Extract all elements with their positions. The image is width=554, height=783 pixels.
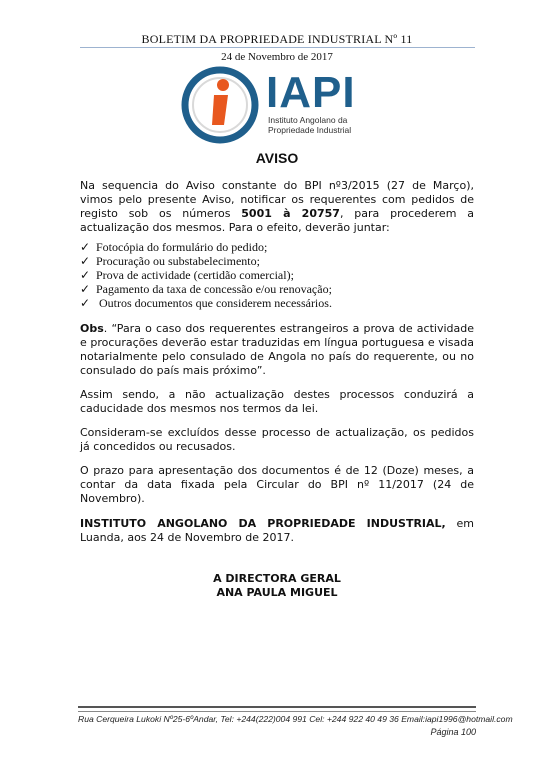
bulletin-title: BOLETIM DA PROPRIEDADE INDUSTRIAL Nº 11	[141, 32, 413, 46]
list-item-label: Prova de actividade (certidão comercial);	[96, 268, 294, 282]
obs-label: Obs	[80, 322, 104, 335]
signatory-role: A DIRECTORA GERAL	[213, 572, 341, 585]
signatory-name: ANA PAULA MIGUEL	[216, 586, 338, 599]
checkmark-icon: ✓	[80, 268, 91, 282]
footer-divider	[78, 706, 476, 712]
header-divider	[80, 47, 475, 48]
list-item-label: Fotocópia do formulário do pedido;	[96, 240, 268, 254]
registration-range: 5001 à 20757	[241, 207, 340, 220]
logo-wordmark: IAPI	[266, 68, 356, 117]
obs-text: . “Para o caso dos requerentes estrangeiros a prova de actividade e procurações deverão estar traduzidas em língua portuguesa e visada notarialmente pelo consulado de Angola no país do requerente, ou no consulado do país mais próximo”.	[80, 322, 474, 377]
logo-subtitle	[268, 115, 378, 135]
list-item	[80, 240, 474, 254]
list-item-label: Pagamento da taxa de concessão e/ou renovação;	[96, 282, 332, 296]
exclusion-paragraph: Consideram-se excluídos desse processo de actualização, os pedidos já concedidos ou recusados.	[80, 426, 474, 453]
intro-text-before: Na sequencia do Aviso constante do BPI nº3/2015 (27 de Março), vimos pelo presente Aviso, notificar os requerentes com pedidos de registo sob os números	[80, 179, 474, 220]
iapi-logo-icon	[180, 65, 260, 145]
deadline-paragraph: O prazo para apresentação dos documentos é de 12 (Doze) meses, a contar da data fixada pela Circular do BPI nº 11/2017 (24 de Novembro).	[80, 464, 474, 505]
bulletin-date: 24 de Novembro de 2017	[221, 51, 333, 63]
page-number: Página 100	[430, 727, 476, 737]
logo-subtitle-line-1: Instituto Angolano da	[268, 115, 348, 125]
footer-address: Rua Cerqueira Lukoki Nº25-6ºAndar, Tel: +244(222)004 991 Cel: +244 922 40 49 36 Email:iapi1996@hotmail.com	[78, 714, 513, 724]
consequence-paragraph: Assim sendo, a não actualização destes processos conduzirá a caducidade dos mesmos nos termos da lei.	[80, 388, 474, 415]
list-item-label: Outros documentos que considerem necessários.	[96, 296, 332, 310]
checkmark-icon: ✓	[80, 296, 91, 310]
observation-paragraph	[80, 322, 474, 378]
checkmark-icon: ✓	[80, 254, 91, 268]
list-item	[80, 254, 474, 268]
checkmark-icon: ✓	[80, 240, 91, 254]
checkmark-icon: ✓	[80, 282, 91, 296]
institution-name: INSTITUTO ANGOLANO DA PROPRIEDADE INDUSTRIAL,	[80, 517, 446, 530]
list-item	[80, 282, 474, 296]
list-item-label: Procuração ou substabelecimento;	[96, 254, 260, 268]
closing-paragraph	[80, 517, 474, 545]
iapi-logo	[180, 65, 380, 145]
list-item	[80, 296, 474, 310]
intro-text-after: , para procederem a actualização dos mesmos. Para o efeito, deverão juntar:	[80, 207, 474, 234]
intro-paragraph	[80, 179, 474, 235]
logo-subtitle-line-2: Propriedade Industrial	[268, 125, 352, 135]
place-date: em Luanda, aos 24 de Novembro de 2017.	[80, 517, 474, 544]
notice-title: AVISO	[255, 150, 299, 166]
list-item	[80, 268, 474, 282]
requirements-list	[80, 240, 474, 310]
